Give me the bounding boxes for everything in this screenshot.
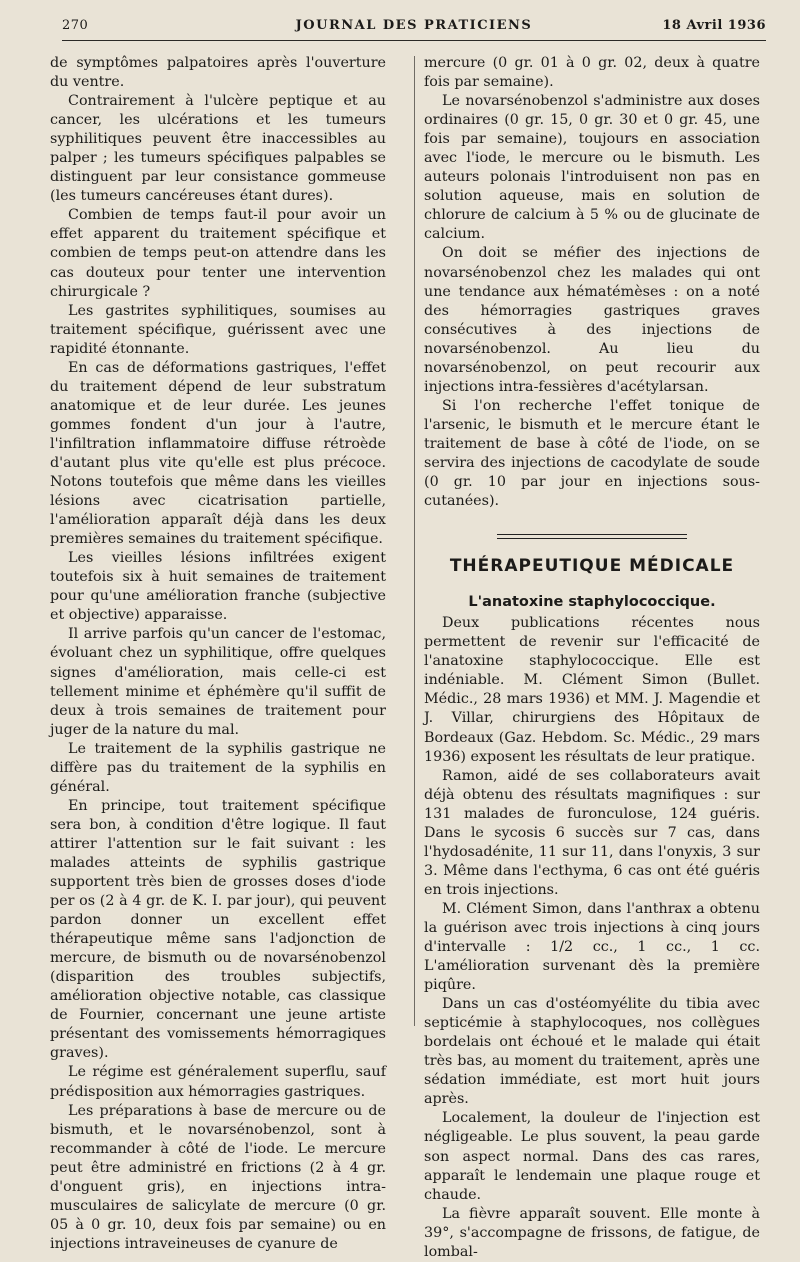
paragraph: Il arrive parfois qu'un cancer de l'estomac, évoluant chez un syphilitique, offre quelques signes d'amélioration, mais celle-ci est tellement minime et éphémère qu'il suffit de deux à trois semaines de traitement pour juger de la nature du mal. xyxy=(50,626,386,738)
paragraph: M. Clément Simon, dans l'anthrax a obtenu la guérison avec trois injections à cinq jours d'intervalle : 1/2 cc., 1 cc., 1 cc. L'amélioration survenant dès la première piqûre. xyxy=(424,900,760,994)
paragraph: Deux publications récentes nous permettent de revenir sur l'efficacité de l'anatoxine staphylococcique. Elle est indéniable. M. Clément Simon (Bullet. Médic., 28 mars 1936) et MM. J. Magendie et J. Villar, chirurgiens des Hôpitaux de Bordeaux (Gaz. Hebdom. Sc. Médic., 29 mars 1936) exposent les résultats de leur pratique. xyxy=(424,615,760,765)
paragraph: Localement, la douleur de l'injection est négligeable. Le plus souvent, la peau garde son aspect normal. Dans des cas rares, apparaît le lendemain une plaque rouge et chaude. xyxy=(424,1110,760,1203)
paragraph: Combien de temps faut-il pour avoir un effet apparent du traitement spécifique et combien de temps peut-on attendre dans les cas douteux pour tenter une intervention chirurgicale ? xyxy=(50,207,386,300)
right-column xyxy=(424,54,760,1262)
paragraph: La fièvre apparaît souvent. Elle monte à 39°, s'accompagne de frissons, de fatigue, de lombal- xyxy=(424,1205,760,1260)
paragraph: Ramon, aidé de ses collaborateurs avait déjà obtenu des résultats magnifiques : sur 131 malades de furonculose, 124 guéris. Dans le sycosis 6 succès sur 7 cas, dans l'hydosadénite, 11 sur 11, dans l'onyxis, 3 sur 3. Même dans l'ecthyma, 6 cas ont été guéris en trois injections. xyxy=(424,767,760,898)
section-separator xyxy=(497,534,687,539)
paragraph: Contrairement à l'ulcère peptique et au cancer, les ulcérations et les tumeurs syphilitiques peuvent être inaccessibles au palper ; les tumeurs spécifiques palpables se distinguent par leur consistance gommeuse (les tumeurs cancéreuses étant dures). xyxy=(50,93,386,205)
journal-title: JOURNAL DES PRATICIENS xyxy=(295,18,533,33)
page-number: 270 xyxy=(62,18,89,33)
page-header xyxy=(62,16,766,41)
paragraph: Les gastrites syphilitiques, soumises au traitement spécifique, guérissent avec une rapidité étonnante. xyxy=(50,302,386,357)
article-title: L'anatoxine staphylococcique. xyxy=(468,594,716,611)
paragraph: Les préparations à base de mercure ou de bismuth, et le novarsénobenzol, sont à recommander à côté de l'iode. Le mercure peut être administré en frictions (2 à 4 gr. d'onguent gris), en injections intra-musculaires de salicylate de mercure (0 gr. 05 à 0 gr. 10, deux fois par semaine) ou en injections intraveineuses de cyanure de xyxy=(50,1102,386,1252)
paragraph: Le traitement de la syphilis gastrique ne diffère pas du traitement de la syphilis en général. xyxy=(50,740,386,795)
paragraph: Si l'on recherche l'effet tonique de l'arsenic, le bismuth et le mercure étant le traitement de base à côté de l'iode, on se servira des injections de cacodylate de soude (0 gr. 10 par jour en injections sous-cutanées). xyxy=(424,397,760,510)
paragraph: En cas de déformations gastriques, l'effet du traitement dépend de leur substratum anatomique et de leur durée. Les jeunes gommes fondent d'un jour à l'autre, l'infiltration inflammatoire diffuse rétroède d'autant plus vite qu'elle est plus précoce. Notons toutefois que même dans les vieilles lésions avec cicatrisation partielle, l'amélioration apparaît déjà dans les deux premières semaines du traitement spécifique. xyxy=(50,359,386,548)
paragraph: Le novarsénobenzol s'administre aux doses ordinaires (0 gr. 15, 0 gr. 30 et 0 gr. 45, une fois par semaine), toujours en association avec l'iode, le mercure ou le bismuth. Les auteurs polonais l'introduisent non pas en solution aqueuse, mais en solution de chlorure de calcium à 5 % ou de glucinate de calcium. xyxy=(424,93,760,243)
paragraph: mercure (0 gr. 01 à 0 gr. 02, deux à quatre fois par semaine). xyxy=(424,55,760,91)
paragraph: de symptômes palpatoires après l'ouverture du ventre. xyxy=(50,55,386,91)
column-divider xyxy=(414,56,415,1026)
paragraph: Le régime est généralement superflu, sauf prédisposition aux hémorragies gastriques. xyxy=(50,1064,386,1100)
left-column xyxy=(50,54,386,1254)
section-title: THÉRAPEUTIQUE MÉDICALE xyxy=(449,556,735,577)
paragraph: Dans un cas d'ostéomyélite du tibia avec septicémie à staphylocoques, nos collègues bordelais ont échoué et le malade qui était très bas, au moment du traitement, après une sédation immédiate, est mort huit jours après. xyxy=(424,996,760,1108)
paragraph: En principe, tout traitement spécifique sera bon, à condition d'être logique. Il faut attirer l'attention sur le fait suivant : les malades atteints de syphilis gastrique supportent très bien de grosses doses d'iode per os (2 à 4 gr. de K. I. par jour), qui peuvent pardon donner un excellent effet thérapeutique même sans l'adjonction de mercure, de bismuth ou de novarsénobenzol (disparition des troubles subjectifs, amélioration objective notable, cas classique de Fournier, concernant une jeune artiste présentant des vomissements hémorragiques graves). xyxy=(50,797,386,1062)
issue-date: 18 Avril 1936 xyxy=(662,18,766,33)
paragraph: On doit se méfier des injections de novarsénobenzol chez les malades qui ont une tendance aux hématémèses : on a noté des hémorragies gastriques graves consécutives à des injections de novarsénobenzol. Au lieu du novarsénobenzol, on peut recourir aux injections intra-fessières d'acétylarsan. xyxy=(424,245,760,395)
paragraph: Les vieilles lésions infiltrées exigent toutefois six à huit semaines de traitement pour qu'une amélioration franche (subjective et objective) apparaisse. xyxy=(50,550,386,624)
